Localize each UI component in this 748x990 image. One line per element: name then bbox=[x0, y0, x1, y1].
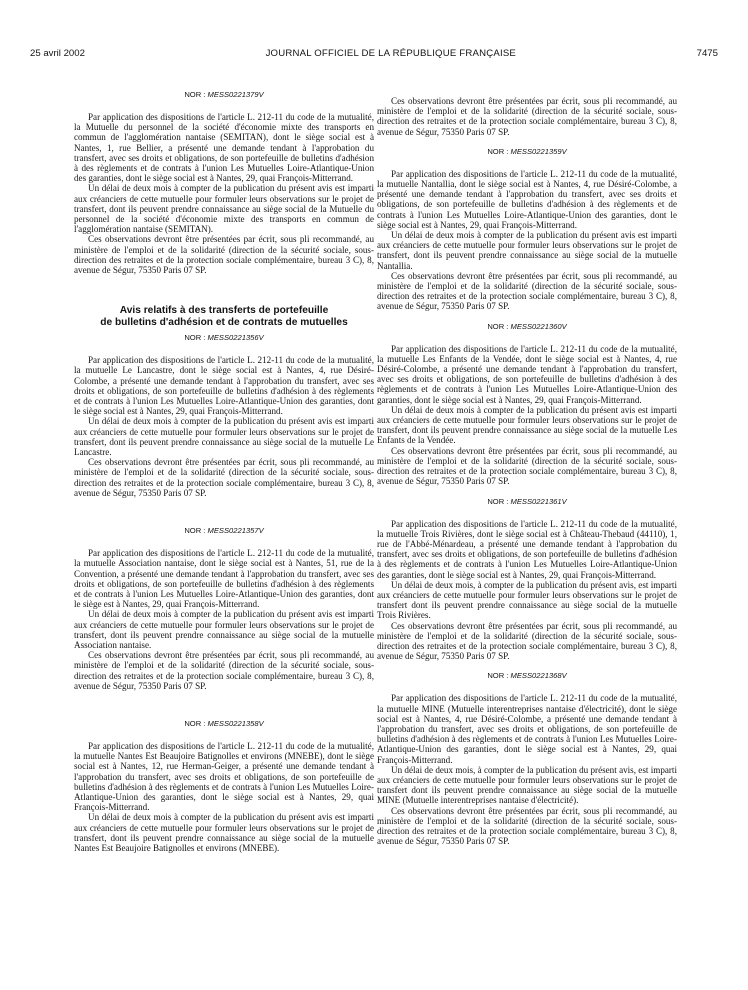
notice-paragraph: Un délai de deux mois à compter de la publication du présent avis est imparti aux créanciers de cette mutuelle pour formuler leurs observations sur le projet de transfert, dont ils peuvent prendre connaissance au siège social de la Mutuelle du personnel de la société d'économie mixte des transports en commun de l'agglomération nantaise (SEMITAN). bbox=[74, 183, 374, 235]
notice-mess0221361v bbox=[377, 497, 677, 662]
nor-label: NOR : bbox=[184, 90, 208, 99]
nor-reference bbox=[74, 719, 374, 729]
continued-paragraph: Ces observations devront être présentées par écrit, sous pli recommandé, au ministère de l'emploi et de la solidarité (direction de la sécurité sociale, sous-direction des retraites et de la protection sociale complémentaire, bureau 3 C), 8, avenue de Ségur, 75350 Paris 07 SP. bbox=[377, 96, 677, 137]
nor-code: MESS0221360V bbox=[510, 321, 567, 331]
nor-reference bbox=[377, 497, 677, 507]
nor-code: MESS0221359V bbox=[510, 146, 567, 156]
notice-mess0221358v bbox=[74, 719, 374, 853]
notice-paragraph: Par application des dispositions de l'article L. 212-11 du code de la mutualité, la mutuelle Nantallia, dont le siège social est à Nantes, 4, rue Désiré-Colombe, a présenté une demande tendant à l'approbation du transfert, avec ses droits et obligations, de son portefeuille de bulletins d'adhésion à des règlements et de contrats à l'union Les Mutuelles Loire-Atlantique-Union des garanties, dont le siège social est à Nantes, 29, quai François-Mitterrand. bbox=[377, 168, 677, 230]
notice-paragraph: Un délai de deux mois à compter de la publication du présent avis est imparti aux créanciers de cette mutuelle pour formuler leurs observations sur le projet de transfert, dont ils peuvent prendre connaissance au siège social de la mutuelle Nantes Est Beaujoire Batignolles et environs (MNEBE). bbox=[74, 812, 374, 853]
section-heading bbox=[74, 305, 374, 329]
notice-mess0221357v bbox=[74, 526, 374, 691]
nor-code: MESS0221361V bbox=[510, 496, 567, 506]
notice-paragraph: Par application des dispositions de l'article L. 212-11 du code de la mutualité, la Mutuelle du personnel de la société d'économie mixte des transports en commun de l'agglomération nantaise (SEMITAN), dont le siège social est à Nantes, 1, rue Bellier, a présenté une demande tendant à l'approbation du transfert, avec ses droits et obligations, de son portefeuille de bulletins d'adhésion à des règlements et de contrats à l'union Les Mutuelles Loire-Atlantique-Union des garanties, dont le siège social est à Nantes, 29, quai François-Mitterrand. bbox=[74, 112, 374, 184]
nor-label: NOR : bbox=[184, 526, 208, 536]
notice-paragraph: Par application des dispositions de l'article L. 212-11 du code de la mutualité, la mutuelle Trois Rivières, dont le siège social est à Château-Thebaud (44110), 1, rue de l'Abbé-Ménardeau, a présenté une demande tendant à l'approbation du transfert, avec ses droits et obligations, de son portefeuille de bulletins d'adhésion à des règlements et de contrats à l'union Les Mutuelles Loire-Atlantique-Union des garanties, dont le siège social est à Nantes, 29, quai François-Mitterrand. bbox=[377, 518, 677, 580]
left-column bbox=[74, 90, 374, 853]
notice-paragraph: Ces observations devront être présentées par écrit, sous pli recommandé, au ministère de l'emploi et de la solidarité (direction de la sécurité sociale, sous-direction des retraites et de la protection sociale complémentaire, bureau 3 C), 8, avenue de Ségur, 75350 Paris 07 SP. bbox=[74, 457, 374, 498]
nor-reference bbox=[377, 322, 677, 332]
notice-paragraph: Un délai de deux mois à compter de la publication du présent avis est imparti aux créanciers de cette mutuelle pour formuler leurs observations sur le projet de transfert, dont ils peuvent prendre connaissance au siège social de la mutuelle Le Lancastre. bbox=[74, 416, 374, 458]
notice-paragraph: Ces observations devront être présentées par écrit, sous pli recommandé, au ministère de l'emploi et de la solidarité (direction de la sécurité sociale, sous-direction des retraites et de la protection sociale complémentaire, bureau 3 C), 8, avenue de Ségur, 75350 Paris 07 SP. bbox=[74, 650, 374, 691]
nor-label: NOR : bbox=[487, 146, 511, 156]
page-header bbox=[30, 46, 718, 60]
nor-label: NOR : bbox=[487, 321, 511, 331]
nor-label: NOR : bbox=[184, 718, 208, 728]
nor-label: NOR : bbox=[487, 496, 511, 506]
notice-paragraph: Ces observations devront être présentées par écrit, sous pli recommandé, au ministère de l'emploi et de la solidarité (direction de la sécurité sociale, sous-direction des retraites et de la protection sociale complémentaire, bureau 3 C), 8, avenue de Ségur, 75350 Paris 07 SP. bbox=[377, 805, 677, 847]
nor-reference bbox=[377, 671, 677, 681]
right-column bbox=[377, 96, 677, 846]
notice-mess0221359v bbox=[377, 147, 677, 312]
nor-reference bbox=[74, 90, 374, 100]
notice-paragraph: Un délai de deux mois, à compter de la publication du présent avis, est imparti aux créanciers de cette mutuelle pour formuler leurs observations sur le projet de transfert dont ils peuvent prendre connaissance au siège social de la mutuelle Trois Rivières. bbox=[377, 579, 677, 621]
nor-code: MESS0221368V bbox=[510, 671, 567, 681]
notice-paragraph: Par application des dispositions de l'article L. 212-11 du code de la mutualité, la mutuelle Nantes Est Beaujoire Batignolles et environs (MNEBE), dont le siège social est à Nantes, 12, rue Herman-Geiger, a présenté une demande tendant à l'approbation du transfert, avec ses droits et obligations, de son portefeuille de bulletins d'adhésion à des règlements et de contrats à l'union Les Mutuelles Loire-Atlantique-Union des garanties, dont le siège social est à Nantes, 29, quai François-Mitterrand. bbox=[74, 740, 374, 813]
nor-reference bbox=[74, 333, 374, 343]
nor-code: MESS0221379V bbox=[207, 90, 264, 99]
notice-paragraph: Ces observations devront être présentées par écrit, sous pli recommandé, au ministère de l'emploi et de la solidarité (direction de la sécurité sociale, sous-direction des retraites et de la protection sociale complémentaire, bureau 3 C), 8, avenue de Ségur, 75350 Paris 07 SP. bbox=[377, 445, 677, 487]
header-page-number: 7475 bbox=[696, 47, 718, 59]
nor-code: MESS0221357V bbox=[207, 526, 264, 536]
nor-reference bbox=[74, 526, 374, 536]
nor-code: MESS0221356V bbox=[207, 333, 264, 343]
nor-reference bbox=[377, 147, 677, 157]
notice-paragraph: Ces observations devront être présentées par écrit, sous pli recommandé, au ministère de l'emploi et de la solidarité (direction de la sécurité sociale, sous-direction des retraites et de la protection sociale complémentaire, bureau 3 C), 8, avenue de Ségur, 75350 Paris 07 SP. bbox=[74, 234, 374, 276]
notice-mess0221356v bbox=[74, 333, 374, 498]
notice-paragraph: Un délai de deux mois à compter de la publication du présent avis est imparti aux créanciers de cette mutuelle pour formuler leurs observations sur le projet de transfert, dont ils peuvent prendre connaissance au siège social de la mutuelle Association nantaise. bbox=[74, 609, 374, 650]
notice-mess0221360v bbox=[377, 322, 677, 487]
notice-paragraph: Par application des dispositions de l'article L. 212-11 du code de la mutualité, la mutuelle Les Enfants de la Vendée, dont le siège social est à Nantes, 4, rue Désiré-Colombe, a présenté une demande tendant à l'approbation du transfert, avec ses droits et obligations, de son portefeuille de bulletins d'adhésion à des règlements et de contrats à l'union Les Mutuelles Loire-Atlantique-Union des garanties, dont le siège social est à Nantes, 29, quai François-Mitterrand. bbox=[377, 343, 677, 405]
notice-paragraph: Un délai de deux mois à compter de la publication du présent avis est imparti aux créanciers de cette mutuelle pour formuler leurs observations sur le projet de transfert, dont ils peuvent prendre connaissance au siège social de la mutuelle Les Enfants de la Vendée. bbox=[377, 404, 677, 446]
nor-code: MESS0221358V bbox=[207, 718, 264, 728]
section-heading-line: de bulletins d'adhésion et de contrats de mutuelles bbox=[100, 317, 348, 329]
notice-paragraph: Un délai de deux mois, à compter de la publication du présent avis, est imparti aux créanciers de cette mutuelle pour formuler leurs observations sur le projet de transfert dont ils peuvent prendre connaissance au siège social de la mutuelle MINE (Mutuelle interentreprises nantaise d'électricité). bbox=[377, 764, 677, 806]
notice-paragraph: Par application des dispositions de l'article L. 212-11 du code de la mutualité, la mutuelle MINE (Mutuelle interentreprises nantaise d'électricité), dont le siège social est à Nantes, 4, rue Désiré-Colombe, a présenté une demande tendant à l'approbation du transfert, avec ses droits et obligations, de son portefeuille de bulletins d'adhésion à des règlements et de contrats à l'union Les Mutuelles Loire-Atlantique-Union des garanties, dont le siège social est à Nantes, 29, quai François-Mitterrand. bbox=[377, 693, 677, 765]
notice-paragraph: Ces observations devront être présentées par écrit, sous pli recommandé, au ministère de l'emploi et de la solidarité (direction de la sécurité sociale, sous-direction des retraites et de la protection sociale complémentaire, bureau 3 C), 8, avenue de Ségur, 75350 Paris 07 SP. bbox=[377, 620, 677, 662]
section-heading-line: Avis relatifs à des transferts de portefeuille bbox=[119, 305, 329, 317]
notice-paragraph: Un délai de deux mois à compter de la publication du présent avis est imparti aux créanciers de cette mutuelle pour formuler leurs observations sur le projet de transfert, dont ils peuvent prendre connaissance au siège social de la mutuelle Nantallia. bbox=[377, 230, 677, 271]
notice-paragraph: Par application des dispositions de l'article L. 212-11 du code de la mutualité, la mutuelle Association nantaise, dont le siège social est à Nantes, 51, rue de la Convention, a présenté une demande tendant à l'approbation du transfert, avec ses droits et obligations, de son portefeuille de bulletins d'adhésion à des règlements et de contrats à l'union Les Mutuelles Loire-Atlantique-Union des garanties, dont le siège est à Nantes, 29, quai François-Mitterrand. bbox=[74, 548, 374, 610]
notice-mess0221379v bbox=[74, 90, 374, 275]
notice-mess0221368v bbox=[377, 671, 677, 846]
nor-label: NOR : bbox=[487, 671, 511, 681]
notice-paragraph: Ces observations devront être présentées par écrit, sous pli recommandé, au ministère de l'emploi et de la solidarité (direction de la sécurité sociale, sous-direction des retraites et de la protection sociale complémentaire, bureau 3 C), 8, avenue de Ségur, 75350 Paris 07 SP. bbox=[377, 270, 677, 312]
nor-label: NOR : bbox=[184, 333, 208, 343]
header-date: 25 avril 2002 bbox=[30, 47, 85, 59]
header-title: JOURNAL OFFICIEL DE LA RÉPUBLIQUE FRANÇAISE bbox=[265, 47, 517, 59]
notice-paragraph: Par application des dispositions de l'article L. 212-11 du code de la mutualité, la mutuelle Le Lancastre, dont le siège social est à Nantes, 4, rue Désiré-Colombe, a présenté une demande tendant à l'approbation du transfert, avec ses droits et obligations, de son portefeuille de bulletins d'adhésion à des règlements et de contrats à l'union Les Mutuelles Loire-Atlantique-Union des garanties, dont le siège social est à Nantes, 29, quai François-Mitterrand. bbox=[74, 355, 374, 417]
